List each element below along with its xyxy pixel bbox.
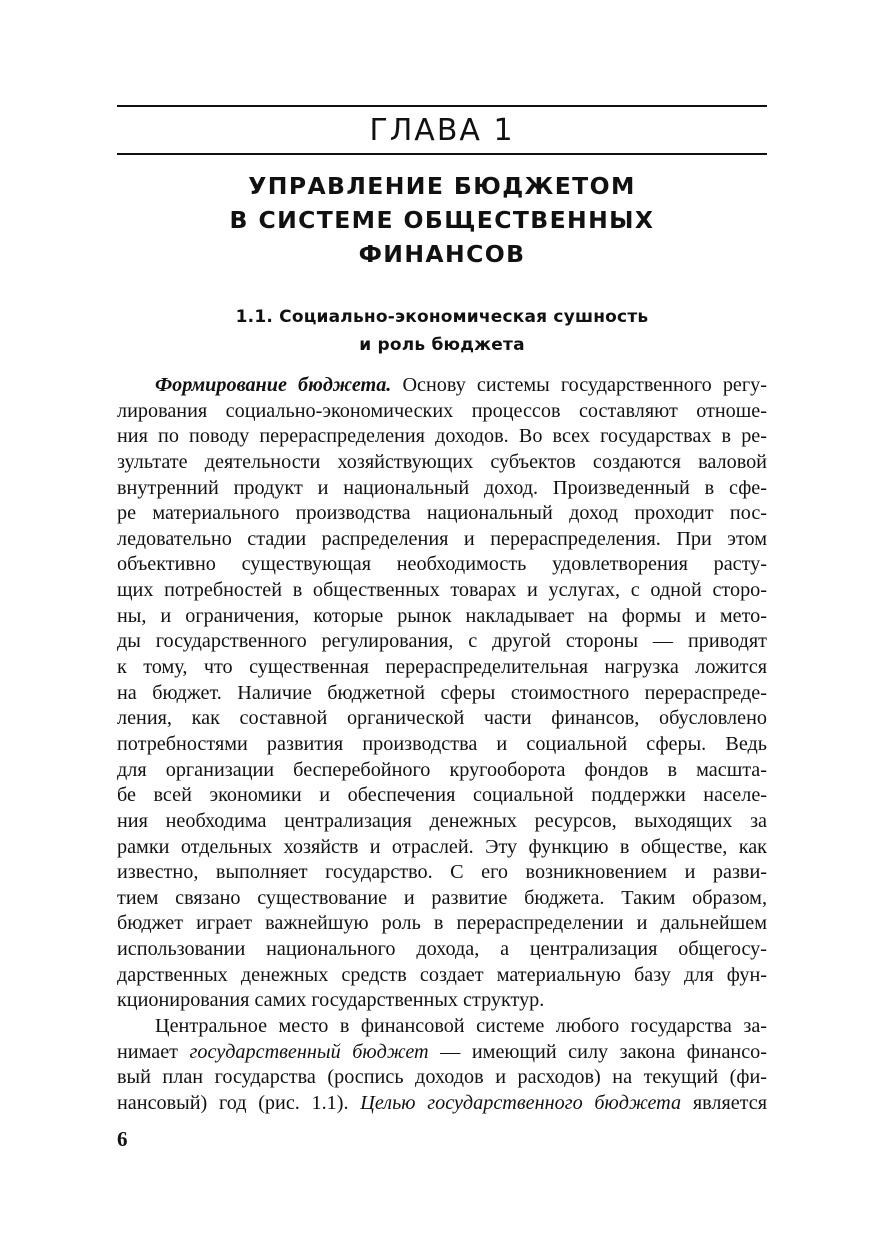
paragraph-line: использовании национального дохода, а централизация общегосу- [117,938,767,961]
paragraph-line: к тому, что существенная перераспределительная нагрузка ложится [117,656,767,679]
chapter-title [117,169,767,271]
body-text [117,373,767,1117]
chapter-rule [117,153,767,155]
paragraph-line: дарственных денежных средств создает материальную базу для фун- [117,963,767,986]
paragraph-line: ления, как составной органической части финансов, обусловлено [117,707,767,730]
paragraph-line: ды государственного регулирования, с другой стороны — приводят [117,630,767,653]
paragraph-line: объективно существующая необходимость удовлетворения расту- [117,553,767,576]
paragraph-lead: Формирование бюджета. [155,374,392,396]
chapter-title-line: В СИСТЕМЕ ОБЩЕСТВЕННЫХ [229,206,655,234]
paragraph-line: бе всей экономики и обеспечения социальной поддержки населе- [117,784,767,807]
paragraph-line: лирования социально-экономических процессов составляют отноше- [117,399,767,422]
paragraph-line: бюджет играет важнейшую роль в перераспределении и дальнейшем [117,912,767,935]
top-rule [117,105,767,107]
paragraph-line: кционирования самих государственных структур. [117,989,545,1012]
paragraph-line: нимает государственный бюджет — имеющий силу закона финансо- [117,1040,767,1063]
paragraph-line: щих потребностей в общественных товарах и услугах, с одной сторо- [117,579,767,602]
paragraph-line: Формирование бюджета. Основу системы государственного регу- [155,374,767,396]
section-title-line: 1.1. Социально-экономическая сушность [235,307,649,327]
paragraph-line: известно, выполняет государство. С его возникновением и разви- [117,861,767,884]
paragraph-line: ледовательно стадии распределения и перераспределения. При этом [117,527,767,550]
paragraph-line: ре материального производства национальный доход проходит пос- [117,502,767,525]
paragraph-line: Центральное место в финансовой системе любого государства за- [155,1015,767,1038]
paragraph-line: потребностями развития производства и социальной сферы. Ведь [117,732,767,755]
paragraph-line: зультате деятельности хозяйствующих субъектов создаются валовой [117,450,767,473]
chapter-title-line: УПРАВЛЕНИЕ БЮДЖЕТОМ [248,172,636,200]
section-title [117,303,767,359]
paragraph-line: вый план государства (роспись доходов и расходов) на текущий (фи- [117,1066,767,1089]
emphasized-term: государственный бюджет [189,1040,429,1063]
paragraph-line: ния необходима централизация денежных ресурсов, выходящих за [117,809,767,832]
paragraph-line: для организации бесперебойного кругооборота фондов в масшта- [117,758,767,781]
page-number: 6 [117,1127,128,1151]
paragraph-line: внутренний продукт и национальный доход. Произведенный в сфе- [117,476,767,499]
chapter-label: ГЛАВА 1 [369,113,515,148]
paragraph-line: нансовый) год (рис. 1.1). Целью государственного бюджета является [117,1091,767,1114]
emphasized-term: Целью государственного бюджета [360,1091,682,1114]
paragraph-line: рамки отдельных хозяйств и отраслей. Эту функцию в обществе, как [117,835,767,858]
paragraph-line: ны, и ограничения, которые рынок накладывает на формы и мето- [117,604,767,627]
paragraph-line: тием связано существование и развитие бюджета. Таким образом, [117,886,767,909]
paragraph-line: на бюджет. Наличие бюджетной сферы стоимостного перераспреде- [117,681,767,704]
chapter-title-line: ФИНАНСОВ [358,240,526,268]
paragraph-line: ния по поводу перераспределения доходов. Во всех государствах в ре- [117,425,767,448]
section-title-line: и роль бюджета [359,335,525,355]
